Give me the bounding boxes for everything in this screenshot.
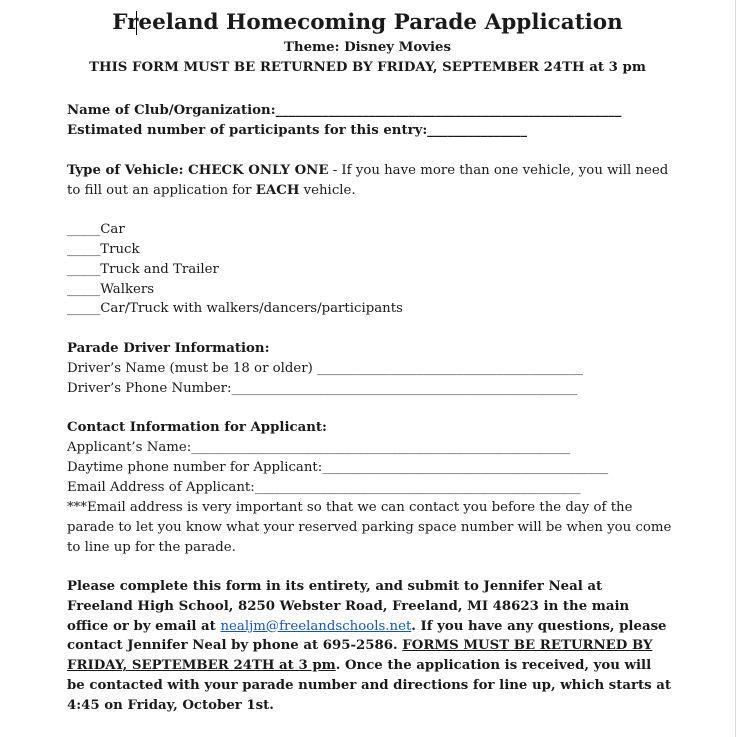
contact-heading: Contact Information for Applicant: <box>67 420 327 435</box>
vehicle-option-car-truck-walkers[interactable] <box>67 299 403 319</box>
vehicle-instr-part2: to fill out an application for <box>67 183 256 198</box>
applicant-name-field[interactable] <box>67 438 570 458</box>
vehicle-instr-each: EACH <box>255 183 300 198</box>
driver-phone-label: Driver’s Phone Number: <box>67 381 232 396</box>
vehicle-option-label: Car/Truck with walkers/dancers/participants <box>100 301 403 316</box>
closing-instructions <box>67 577 672 716</box>
driver-name-label: Driver’s Name (must be 18 or older) <box>67 361 318 376</box>
vehicle-instr-part1: - If you have more than one vehicle, you will need <box>328 163 669 178</box>
applicant-email-blank[interactable]: _________________________________________________ <box>254 480 581 495</box>
participants-field[interactable] <box>67 121 527 141</box>
closing-part2: . If you have any questions, please contact Jennifer Neal by phone at 695-2586. <box>67 618 667 654</box>
vehicle-instr-part3: vehicle. <box>299 183 356 198</box>
vehicle-option-blank[interactable]: _____ <box>67 282 101 297</box>
club-name-field[interactable] <box>67 101 621 121</box>
club-name-blank[interactable]: ____________________________________________________ <box>275 103 622 118</box>
vehicle-option-blank[interactable]: _____ <box>67 262 101 277</box>
vehicle-option-walkers[interactable] <box>67 280 154 300</box>
participants-blank[interactable]: _______________ <box>427 123 527 138</box>
driver-name-blank[interactable]: ________________________________________ <box>317 361 583 376</box>
applicant-phone-label: Daytime phone number for Applicant: <box>67 460 323 475</box>
vehicle-instructions-2 <box>67 181 356 201</box>
applicant-name-label: Applicant’s Name: <box>67 440 192 455</box>
vehicle-option-label: Car <box>100 222 125 237</box>
vehicle-heading: Type of Vehicle: CHECK ONLY ONE <box>67 163 329 178</box>
deadline-line: THIS FORM MUST BE RETURNED BY FRIDAY, SEPTEMBER 24TH at 3 pm <box>89 60 646 75</box>
vehicle-option-label: Truck and Trailer <box>100 262 219 277</box>
vehicle-option-label: Truck <box>100 242 140 257</box>
participants-label: Estimated number of participants for this entry: <box>67 123 428 138</box>
vehicle-option-blank[interactable]: _____ <box>67 242 101 257</box>
page-edge <box>735 0 752 737</box>
vehicle-option-truck[interactable] <box>67 240 140 260</box>
page-title: Freeland Homecoming Parade Application <box>112 10 623 35</box>
applicant-email-label: Email Address of Applicant: <box>67 480 255 495</box>
vehicle-option-blank[interactable]: _____ <box>67 301 101 316</box>
driver-name-field[interactable] <box>67 359 583 379</box>
driver-phone-field[interactable] <box>67 379 577 399</box>
vehicle-instructions-1 <box>67 161 668 181</box>
applicant-phone-blank[interactable]: ___________________________________________ <box>322 460 609 475</box>
applicant-name-blank[interactable]: _________________________________________________________ <box>191 440 571 455</box>
contact-email-link[interactable]: nealjm@freelandschools.net <box>220 618 412 634</box>
vehicle-option-blank[interactable]: _____ <box>67 222 101 237</box>
club-name-label: Name of Club/Organization: <box>67 103 276 118</box>
vehicle-option-label: Walkers <box>100 282 155 297</box>
theme-line: Theme: Disney Movies <box>284 40 451 55</box>
applicant-email-field[interactable] <box>67 478 581 498</box>
applicant-phone-field[interactable] <box>67 458 608 478</box>
vehicle-option-car[interactable] <box>67 220 125 240</box>
closing-part1: Please complete this form in its entirety, and submit to Jennifer Neal at Freeland High School, 8250 Webster Road, Freeland, MI 48623 in the main office or by email at <box>67 579 630 634</box>
email-importance-note: ***Email address is very important so that we can contact you before the day of the parade to let you know what your reserved parking space number will be when you come to line up for the parade. <box>67 500 672 555</box>
closing-deadline: FORMS MUST BE RETURNED BY FRIDAY, SEPTEMBER 24TH at 3 pm <box>67 638 653 674</box>
vehicle-option-truck-trailer[interactable] <box>67 260 219 280</box>
driver-phone-blank[interactable]: ____________________________________________________ <box>231 381 578 396</box>
driver-heading: Parade Driver Information: <box>67 341 270 356</box>
closing-part3: . Once the application is received, you will be contacted with your parade number and directions for line up, which starts at 4:45 on Friday, October 1st. <box>67 658 672 713</box>
